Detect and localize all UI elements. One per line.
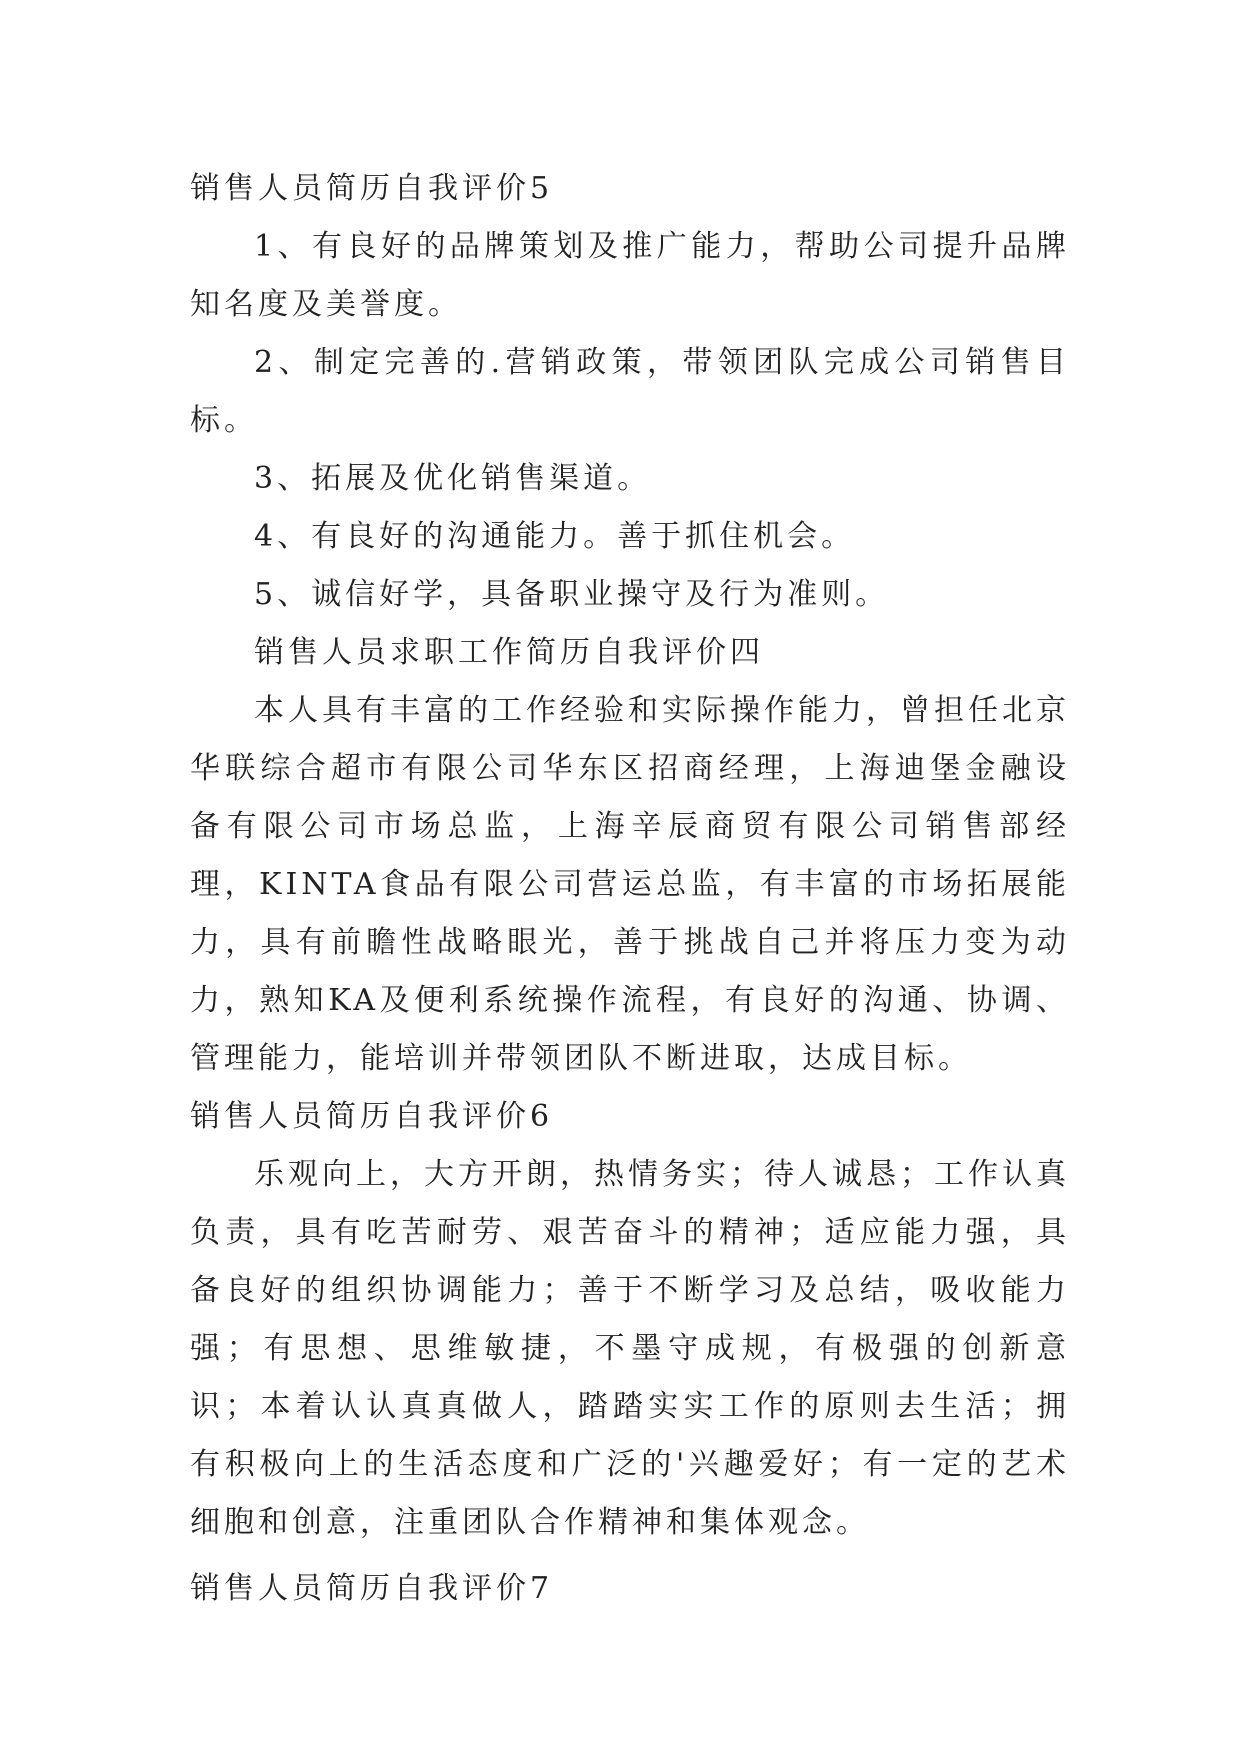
section-heading: 销售人员简历自我评价6: [190, 1099, 554, 1134]
paragraph: 3、拓展及优化销售渠道。: [254, 461, 652, 496]
paragraph: 本人具有丰富的工作经验和实际操作能力，曾担任北京华联综合超市有限公司华东区招商经理，上海迪堡金融设备有限公司市场总监，上海辛辰商贸有限公司销售部经理，KINTA食品有限公司营运总监，有丰富的市场拓展能力，具有前瞻性战略眼光，善于挑战自己并将压力变为动力，熟知KA及便利系统操作流程，有良好的沟通、协调、管理能力，能培训并带领团队不断进取，达成目标。: [190, 693, 1070, 1076]
paragraph: 1、有良好的品牌策划及推广能力，帮助公司提升品牌知名度及美誉度。: [190, 229, 1070, 322]
section-heading: 销售人员简历自我评价5: [190, 171, 554, 206]
paragraph: 2、制定完善的.营销政策，带领团队完成公司销售目标。: [190, 345, 1070, 438]
subheading-paragraph: 销售人员求职工作简历自我评价四: [254, 635, 764, 670]
document-body: [190, 160, 1070, 1618]
paragraph: 4、有良好的沟通能力。善于抓住机会。: [254, 519, 856, 554]
section-heading: 销售人员简历自我评价7: [190, 1571, 554, 1606]
paragraph: 乐观向上，大方开朗，热情务实；待人诚恳；工作认真负责，具有吃苦耐劳、艰苦奋斗的精神；适应能力强，具备良好的组织协调能力；善于不断学习及总结，吸收能力强；有思想、思维敏捷，不墨守成规，有极强的创新意识；本着认认真真做人，踏踏实实工作的原则去生活；拥有积极向上的生活态度和广泛的'兴趣爱好；有一定的艺术细胞和创意，注重团队合作精神和集体观念。: [190, 1157, 1070, 1540]
paragraph: 5、诚信好学，具备职业操守及行为准则。: [254, 577, 890, 612]
